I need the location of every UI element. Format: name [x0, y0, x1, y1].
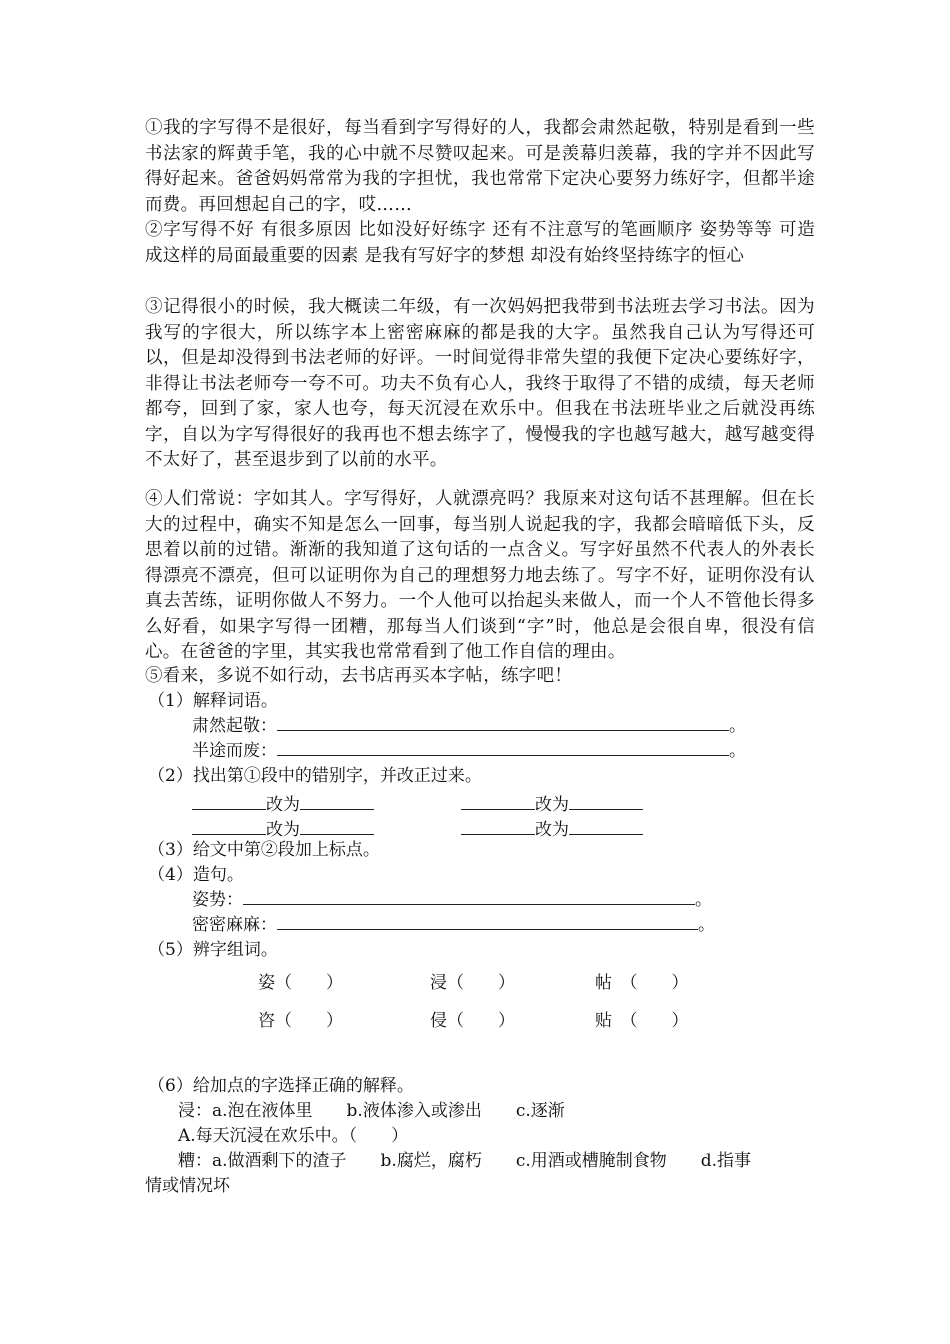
wrong-char-blank[interactable]	[192, 818, 266, 835]
char-pair-2-a[interactable]: 浸（ ）	[430, 973, 515, 993]
answer-blank[interactable]	[277, 714, 729, 731]
word-label: 密密麻麻：	[192, 915, 277, 935]
period: 。	[698, 915, 715, 935]
char-pair-3-a[interactable]: 帖 （ ）	[595, 973, 689, 993]
question-5-label: （5）辨字组词。	[148, 940, 278, 960]
passage-paragraph-2: ②字写得不好 有很多原因 比如没好好练字 还有不注意写的笔画顺序 姿势等等 可造成这样的局面最重要的因素 是我有写好字的梦想 却没有始终坚持练字的恒心	[145, 220, 815, 266]
question-3-label: （3）给文中第②段加上标点。	[148, 840, 380, 860]
change-label: 改为	[535, 795, 569, 815]
change-label: 改为	[266, 820, 300, 840]
sentence-blank[interactable]	[277, 913, 698, 930]
correction-pair-3	[192, 815, 374, 840]
question-6-label: （6）给加点的字选择正确的解释。	[148, 1076, 414, 1096]
question-1-label: （1）解释词语。	[148, 691, 278, 711]
wrong-char-blank[interactable]	[192, 793, 266, 810]
period: 。	[695, 890, 712, 910]
char-pair-1-a[interactable]: 姿（ ）	[258, 973, 343, 993]
jin-definitions: 浸：a.泡在液体里 b.液体渗入或渗出 c.逐渐	[178, 1101, 565, 1121]
period: 。	[729, 741, 746, 761]
wrong-char-blank[interactable]	[461, 793, 535, 810]
passage-paragraph-1: ①我的字写得不是很好，每当看到字写得好的人，我都会肃然起敬，特别是看到一些书法家的辉黄手笔，我的心中就不尽赞叹起来。可是羡幕归羡幕，我的字并不因此写得好起来。爸爸妈妈常常为我的字担忧，我也常常下定决心要努力练好字，但都半途而费。再回想起自己的字，哎……	[145, 118, 815, 215]
char-pair-1-b[interactable]: 咨（ ）	[258, 1011, 343, 1031]
answer-blank[interactable]	[277, 739, 729, 756]
passage-paragraph-5: ⑤看来，多说不如行动，去书店再买本字帖，练字吧！	[145, 666, 573, 686]
char-pair-2-b[interactable]: 侵（ ）	[430, 1011, 515, 1031]
sentence-blank[interactable]	[243, 888, 695, 905]
correction-pair-4	[461, 815, 643, 840]
question-4-item-2	[192, 913, 715, 938]
wrong-char-blank[interactable]	[461, 818, 535, 835]
correction-pair-2	[461, 790, 643, 815]
correct-char-blank[interactable]	[300, 793, 374, 810]
correct-char-blank[interactable]	[569, 818, 643, 835]
correct-char-blank[interactable]	[569, 793, 643, 810]
passage-paragraph-3: ③记得很小的时候，我大概读二年级，有一次妈妈把我带到书法班去学习书法。因为我写的字很大，所以练字本上密密麻麻的都是我的大字。虽然我自己认为写得还可以，但是却没得到书法老师的好评。一时间觉得非常失望的我便下定决心要练好字，非得让书法老师夸一夸不可。功夫不负有心人，我终于取得了不错的成绩，每天老师都夸，回到了家，家人也夸，每天沉浸在欢乐中。但我在书法班毕业之后就没再练字，自以为字写得很好的我再也不想去练字了，慢慢我的字也越写越大，越写越变得不太好了，甚至退步到了以前的水平。	[145, 297, 815, 470]
zao-definitions: 糟：a.做酒剩下的渣子 b.腐烂，腐朽 c.用酒或槽腌制食物 d.指事	[178, 1151, 752, 1171]
correction-pair-1	[192, 790, 374, 815]
term-label: 半途而废：	[192, 741, 277, 761]
word-label: 姿势：	[192, 890, 243, 910]
change-label: 改为	[535, 820, 569, 840]
period: 。	[729, 716, 746, 736]
term-label: 肃然起敬：	[192, 716, 277, 736]
jin-question[interactable]: A.每天沉浸在欢乐中。（ ）	[178, 1126, 409, 1146]
correct-char-blank[interactable]	[300, 818, 374, 835]
zao-definitions-continued: 情或情况坏	[145, 1176, 230, 1196]
char-pair-3-b[interactable]: 贴 （ ）	[595, 1011, 689, 1031]
question-2-label: （2）找出第①段中的错别字，并改正过来。	[148, 766, 482, 786]
question-1-item-2	[192, 739, 746, 764]
question-1-item-1	[192, 714, 746, 739]
question-4-label: （4）造句。	[148, 865, 244, 885]
passage-paragraph-4: ④人们常说：字如其人。字写得好，人就漂亮吗？我原来对这句话不甚理解。但在长大的过程中，确实不知是怎么一回事，每当别人说起我的字，我都会暗暗低下头，反思着以前的过错。渐渐的我知道了这句话的一点含义。写字好虽然不代表人的外表长得漂亮不漂亮，但可以证明你为自己的理想努力地去练了。写字不好，证明你没有认真去苦练，证明你做人不努力。一个人他可以抬起头来做人，而一个人不管他长得多么好看，如果字写得一团糟，那每当人们谈到“字”时，他总是会很自卑，很没有信心。在爸爸的字里，其实我也常常看到了他工作自信的理由。	[145, 489, 815, 662]
question-4-item-1	[192, 888, 712, 913]
change-label: 改为	[266, 795, 300, 815]
